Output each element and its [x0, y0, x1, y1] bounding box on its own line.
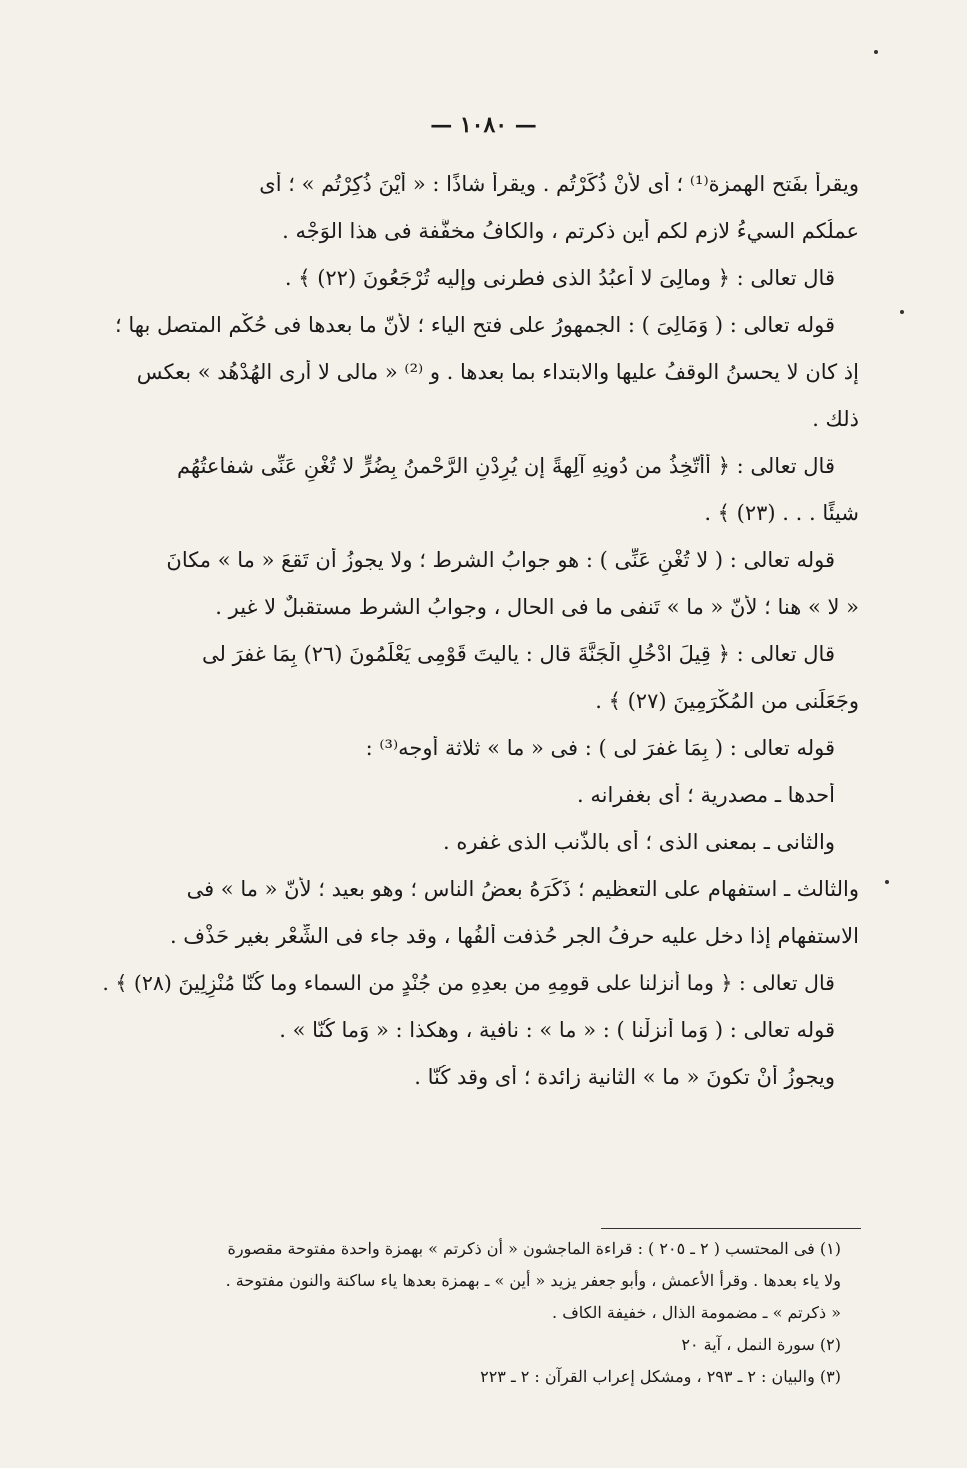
text-line: والثانى ـ بمعنى الذى ؛ أى بالذّنب الذى غفره . — [443, 830, 835, 854]
text-line: ويجوزُ أَنْ تكونَ « ما » الثانية زائدة ؛ أى وقد كُنّا . — [414, 1065, 835, 1089]
text-line: شيئًا . . . (٢٣) ﴾ . — [704, 501, 859, 525]
text-line: قوله تعالى : ( وَمَالِىَ ) : الجمهورُ على فتح الياء ؛ لأنّ ما بعدها فى حُكْم المتصل بها ؛ — [115, 313, 835, 337]
footnote-line: (٣) والبيان : ٢ ـ ٢٩٣ ، ومشكل إعراب القرآن : ٢ ـ ٢٢٣ — [480, 1367, 841, 1386]
text-line: وجَعَلَنى من المُكْرَمِينَ (٢٧) ﴾ . — [595, 689, 859, 713]
footnotes — [99, 1238, 859, 1398]
text-line: ذلك . — [812, 407, 859, 431]
footnote-line: ولا ياء بعدها . وقرأ الأعمش ، وأبو جعفر يزيد « أين » ـ بهمزة بعدها ياء ساكنة والنون مفتوحة . — [225, 1271, 841, 1290]
text-line: أحدها ـ مصدرية ؛ أى بغفرانه . — [577, 783, 835, 807]
speck-mark — [874, 50, 878, 54]
text-line: قال تعالى : ﴿ وما أنزلنا على قومِهِ من بعدِهِ من جُنْدٍ من السماء وما كُنّا مُنْزِلِينَ (٢٨) ﴾ . — [102, 971, 835, 995]
speck-mark — [900, 310, 904, 314]
text-line: الاستفهام إذا دخل عليه حرفُ الجر حُذفت ألفُها ، وقد جاء فى الشِّعْر بغير حَذْف . — [169, 924, 859, 948]
footnote-separator — [601, 1228, 861, 1229]
text-line: ويقرأ بفَتح الهمزة⁽¹⁾ ؛ أى لأَنْ ذُكِّرْتُم . ويقرأ شاذًا : « أَيْنَ ذُكِرْتُم » ؛ أى — [259, 172, 859, 196]
text-line: قال تعالى : ﴿ ومالِىَ لا أعبُدُ الذى فطرنى وإليه تُرْجَعُونَ (٢٢) ﴾ . — [284, 266, 835, 290]
text-line: قال تعالى : ﴿ قِيلَ ادْخُلِ الْجَنَّةَ قال : ياليتَ قَوْمِى يَعْلَمُونَ (٢٦) بِمَا غفرَ لى — [202, 642, 835, 666]
footnote-line: (٢) سورة النمل ، آية ٢٠ — [681, 1335, 841, 1354]
main-text — [99, 172, 859, 1112]
text-line: قوله تعالى : ( وَما أَنزلْنا ) : « ما » : نافية ، وهكذا : « وَما كُنّا » . — [279, 1018, 835, 1042]
text-line: عملُكم السيءُ لازم لكم أين ذكرتم ، والكافُ مخفَّفة فى هذا الوَجْه . — [282, 219, 859, 243]
text-line: إذ كان لا يحسنُ الوقفُ عليها والابتداء بما بعدها . و ⁽²⁾ « مالى لا أرى الهُدْهُد » بعكس — [136, 360, 859, 384]
page-number: — ١٠٨٠ — — [430, 112, 537, 138]
footnote-line: (١) فى المحتسب ( ٢ ـ ٢٠٥ ) : قراءة الماجشون « أن ذكرتم » بهمزة واحدة مفتوحة مقصورة — [227, 1239, 841, 1258]
text-line: « لا » هنا ؛ لأنّ « ما » تَنفى ما فى الحال ، وجوابُ الشرط مستقبلٌ لا غير . — [215, 595, 859, 619]
text-line: قوله تعالى : ( بِمَا غفرَ لى ) : فى « ما » ثلاثة أوجه⁽³⁾ : — [365, 736, 835, 760]
speck-mark — [885, 880, 889, 884]
text-line: قوله تعالى : ( لا تُغْنِ عَنِّى ) : هو جوابُ الشرط ؛ ولا يجوزُ أن تَقعَ « ما » مكانَ — [166, 548, 835, 572]
text-line: والثالث ـ استفهام على التعظيم ؛ ذَكَرَهُ بعضُ الناس ؛ وهو بعيد ؛ لأنّ « ما » فى — [186, 877, 859, 901]
text-line: قال تعالى : ﴿ أأتّخِذُ من دُونِهِ آلِهةً إن يُرِدْنِ الرَّحْمنُ بِضُرٍّ لا تُغْنِ عَنِّى شفاعتُهُم — [176, 454, 835, 478]
footnote-line: « ذكرتم » ـ مضمومة الذال ، خفيفة الكاف . — [552, 1303, 841, 1322]
